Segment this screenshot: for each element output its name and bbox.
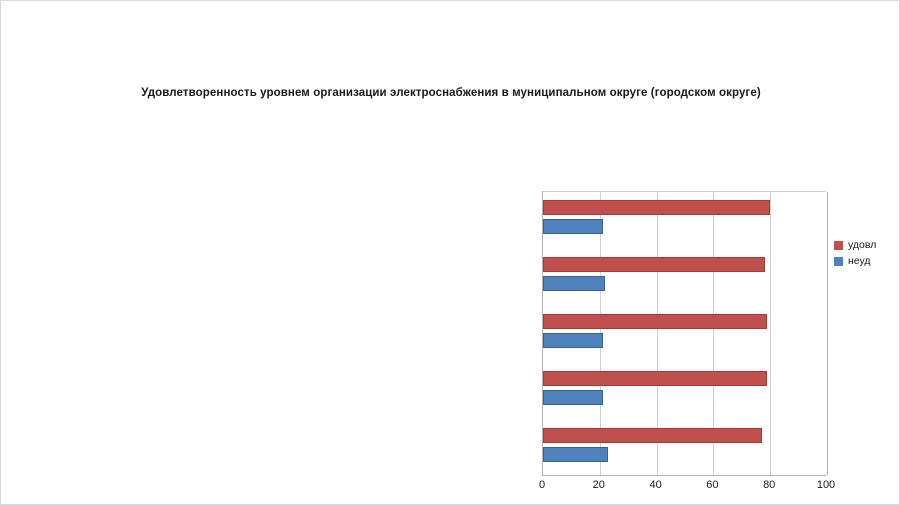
x-tick-label: 100: [816, 479, 836, 491]
category-band: [543, 363, 826, 420]
category-band: [543, 306, 826, 363]
bar-неуд-2: [543, 333, 603, 348]
x-tick-label: 40: [649, 479, 662, 491]
bar-неуд-1: [543, 390, 603, 405]
bar-удовл-2: [543, 314, 767, 329]
x-tick-label: 20: [592, 479, 605, 491]
plot-area: [542, 191, 826, 476]
bar-удовл-1: [543, 371, 767, 386]
legend-label: удовл: [848, 239, 877, 251]
chart-title: Удовлетворенность уровнем организации электроснабжения в муниципальном округе (городском округе): [141, 87, 761, 99]
x-tick-label: 0: [538, 479, 546, 491]
legend-item-неуд: [834, 253, 900, 269]
x-tick-label: 80: [763, 479, 776, 491]
legend-swatch-icon: [834, 241, 843, 250]
category-band: [543, 192, 826, 249]
bar-удовл-3: [543, 257, 765, 272]
bar-удовл-4: [543, 200, 770, 215]
bar-неуд-0: [543, 447, 608, 462]
bar-удовл-0: [543, 428, 762, 443]
category-band: [543, 420, 826, 477]
x-axis-tick-labels: [538, 479, 872, 499]
chart-legend: [834, 237, 900, 269]
legend-swatch-icon: [834, 257, 843, 266]
legend-label: неуд: [848, 255, 871, 267]
x-tick-label: 60: [706, 479, 719, 491]
bar-неуд-3: [543, 276, 605, 291]
bar-неуд-4: [543, 219, 603, 234]
gridline: [827, 192, 828, 475]
category-band: [543, 249, 826, 306]
legend-item-удовл: [834, 237, 900, 253]
